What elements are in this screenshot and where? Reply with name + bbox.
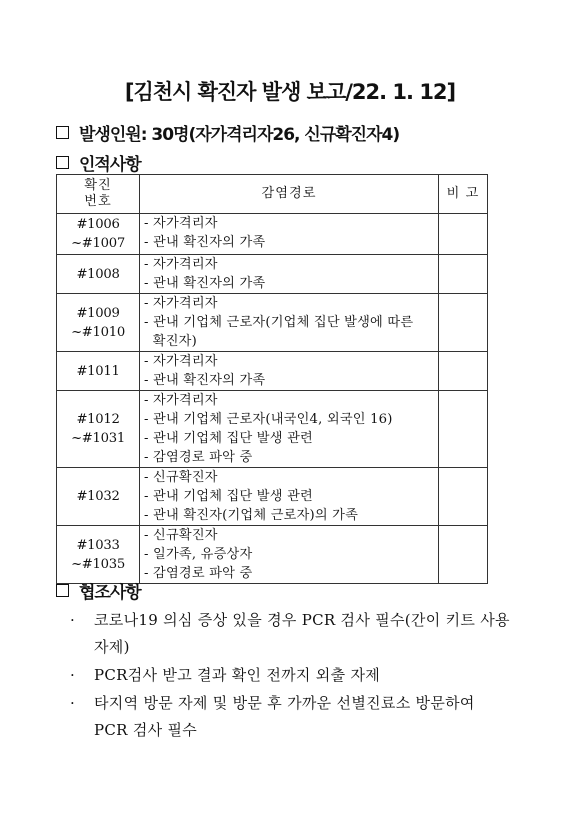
- table-header-row: [57, 175, 488, 214]
- bullet-dot-icon: ·: [70, 666, 76, 684]
- section-cooperation: [56, 578, 141, 603]
- table-row: [57, 214, 488, 255]
- case-table: [56, 174, 488, 584]
- infection-route: [140, 255, 439, 294]
- case-number: #1009 ~#1010: [57, 294, 140, 352]
- route-line: - 자가격리자: [144, 216, 218, 231]
- cooperation-heading: 협조사항: [79, 583, 141, 603]
- note-cell: [439, 391, 488, 468]
- infection-route: [140, 526, 439, 584]
- note-cell: [439, 294, 488, 352]
- route-line: - 관내 기업체 집단 발생 관련: [144, 489, 313, 504]
- case-number: #1011: [57, 352, 140, 391]
- infection-route: [140, 468, 439, 526]
- checkbox-square-icon: [56, 584, 69, 597]
- note-cell: [439, 214, 488, 255]
- case-number: #1033 ~#1035: [57, 526, 140, 584]
- infection-route: [140, 391, 439, 468]
- page-title: [김천시 확진자 발생 보고/22. 1. 12]: [124, 80, 456, 104]
- header-note: 비 고: [439, 175, 488, 214]
- route-line: - 자가격리자: [144, 296, 218, 311]
- header-route: 감염경로: [140, 175, 439, 214]
- table-row: [57, 391, 488, 468]
- case-number: #1012 ~#1031: [57, 391, 140, 468]
- header-number: 확진 번호: [57, 175, 140, 214]
- case-number: #1032: [57, 468, 140, 526]
- table-row: [57, 468, 488, 526]
- bullet-item: · PCR검사 받고 결과 확인 전까지 외출 자제: [70, 662, 510, 689]
- route-line: - 신규확진자: [144, 528, 218, 543]
- infection-route: [140, 352, 439, 391]
- section-personal: [56, 150, 141, 175]
- route-line: - 감염경로 파악 중: [144, 450, 253, 465]
- table-row: [57, 294, 488, 352]
- route-line: 확진자): [144, 334, 197, 349]
- route-line: - 관내 기업체 집단 발생 관련: [144, 431, 313, 446]
- route-line: - 관내 확진자의 가족: [144, 235, 266, 250]
- personal-heading: 인적사항: [79, 155, 141, 175]
- infection-route: [140, 214, 439, 255]
- section-occurrence: [56, 120, 399, 145]
- route-line: - 관내 확진자의 가족: [144, 276, 266, 291]
- table-body: [57, 214, 488, 584]
- table-row: [57, 352, 488, 391]
- checkbox-square-icon: [56, 156, 69, 169]
- note-cell: [439, 352, 488, 391]
- route-line: - 일가족, 유증상자: [144, 547, 253, 562]
- checkbox-square-icon: [56, 126, 69, 139]
- bullet-item: · 타지역 방문 자제 및 방문 후 가까운 선별진료소 방문하여 PCR 검사 필수: [70, 690, 510, 744]
- route-line: - 관내 확진자의 가족: [144, 373, 266, 388]
- case-number: #1006 ~#1007: [57, 214, 140, 255]
- occurrence-text: 발생인원: 30명(자가격리자26, 신규확진자4): [79, 125, 400, 145]
- bullet-dot-icon: ·: [70, 611, 76, 629]
- route-line: - 신규확진자: [144, 470, 218, 485]
- infection-route: [140, 294, 439, 352]
- route-line: - 자가격리자: [144, 354, 218, 369]
- route-line: - 자가격리자: [144, 393, 218, 408]
- case-number: #1008: [57, 255, 140, 294]
- route-line: - 관내 기업체 근로자(기업체 집단 발생에 따른: [144, 315, 414, 330]
- bullet-item: · 코로나19 의심 증상 있을 경우 PCR 검사 필수(간이 키트 사용 자제): [70, 607, 510, 661]
- route-line: - 자가격리자: [144, 257, 218, 272]
- route-line: - 관내 기업체 근로자(내국인4, 외국인 16): [144, 412, 393, 427]
- table-row: [57, 526, 488, 584]
- route-line: - 관내 확진자(기업체 근로자)의 가족: [144, 508, 359, 523]
- note-cell: [439, 468, 488, 526]
- bullet-dot-icon: ·: [70, 694, 76, 712]
- route-line: - 감염경로 파악 중: [144, 566, 253, 581]
- table-row: [57, 255, 488, 294]
- note-cell: [439, 255, 488, 294]
- note-cell: [439, 526, 488, 584]
